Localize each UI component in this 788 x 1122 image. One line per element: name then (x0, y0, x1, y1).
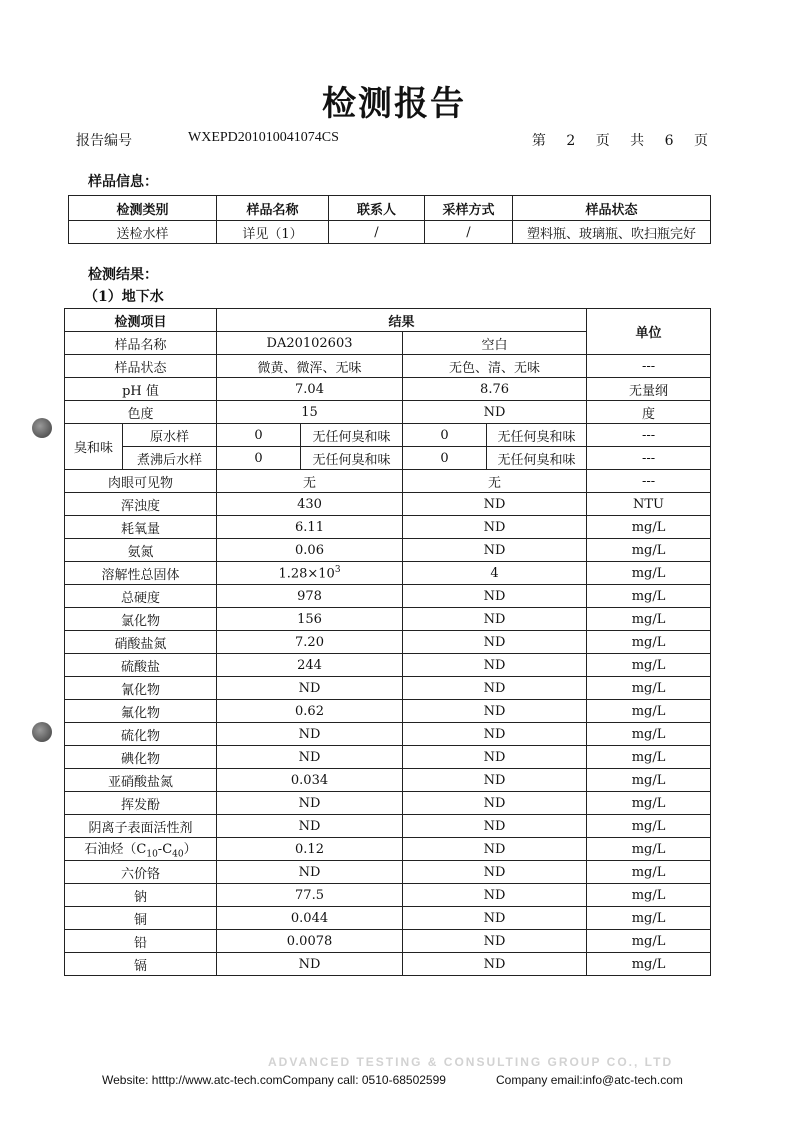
petroleum-value-1 (217, 838, 403, 861)
odor-raw-level-1: 0 (217, 424, 301, 447)
odor-boiled-row (65, 447, 711, 470)
item-name: 亚硝酸盐氮 (65, 769, 217, 792)
unit-value: mg/L (587, 769, 711, 792)
item-name: 硫化物 (65, 723, 217, 746)
ph-unit: 无量纲 (587, 378, 711, 401)
table-row (65, 677, 711, 700)
result-value-2: ND (403, 585, 587, 608)
sample-state-1: 微黄、微浑、无味 (217, 355, 403, 378)
petroleum-label-part: ） (183, 842, 197, 858)
sample-state-unit: --- (587, 355, 711, 378)
sample-state-label: 样品状态 (65, 355, 217, 378)
result-value-1: 77.5 (217, 884, 403, 907)
report-number-label: 报告编号 (76, 133, 132, 149)
table-row (65, 769, 711, 792)
table-row (65, 470, 711, 493)
unit-value: mg/L (587, 585, 711, 608)
item-name: 氟化物 (65, 700, 217, 723)
color-value-1: 15 (217, 401, 403, 424)
item-name: 六价铬 (65, 861, 217, 884)
unit-value: mg/L (587, 654, 711, 677)
result-value-2: ND (403, 700, 587, 723)
sample-info-label: 样品信息： (88, 174, 158, 190)
result-value-1: 244 (217, 654, 403, 677)
punch-hole-top (32, 418, 52, 438)
result-value-2: ND (403, 953, 587, 976)
unit-value: mg/L (587, 539, 711, 562)
unit-value: mg/L (587, 700, 711, 723)
result-value-2: ND (403, 723, 587, 746)
petroleum-unit: mg/L (587, 838, 711, 861)
result-value-1: 6.11 (217, 516, 403, 539)
item-name: 铅 (65, 930, 217, 953)
table-row (65, 723, 711, 746)
petroleum-row (65, 838, 711, 861)
results-header-row (65, 309, 711, 332)
result-value-2: ND (403, 907, 587, 930)
unit-value: NTU (587, 493, 711, 516)
table-row (65, 907, 711, 930)
unit-value: --- (587, 470, 711, 493)
odor-label: 臭和味 (65, 424, 123, 470)
result-value-2: ND (403, 608, 587, 631)
tds-label-part: 溶解性总固体 (101, 567, 180, 583)
result-value-2: 无 (403, 470, 587, 493)
unit-value: mg/L (587, 677, 711, 700)
result-value-2: ND (403, 792, 587, 815)
color-value-2: ND (403, 401, 587, 424)
item-name: 氨氮 (65, 539, 217, 562)
color-row (65, 401, 711, 424)
sample-name-2: 空白 (403, 332, 587, 355)
odor-raw-row (65, 424, 711, 447)
item-name: 氰化物 (65, 677, 217, 700)
result-value-2: ND (403, 631, 587, 654)
color-label: 色度 (65, 401, 217, 424)
ph-value-2: 8.76 (403, 378, 587, 401)
odor-boiled-unit: --- (587, 447, 711, 470)
result-value-2: ND (403, 769, 587, 792)
result-value-1: ND (217, 677, 403, 700)
header-sample-state: 样品状态 (513, 196, 711, 221)
item-name: 铜 (65, 907, 217, 930)
petroleum-value-part: 0.12 (295, 841, 324, 857)
sample-name-label: 样品名称 (65, 332, 217, 355)
sample-info-header-row (69, 196, 711, 221)
result-value-1: ND (217, 815, 403, 838)
odor-raw-label: 原水样 (123, 424, 217, 447)
result-value-1: 430 (217, 493, 403, 516)
result-value-2: ND (403, 815, 587, 838)
result-value-1: 无 (217, 470, 403, 493)
tds-unit: mg/L (587, 562, 711, 585)
item-name: 碘化物 (65, 746, 217, 769)
page-indicator: 第 2 页 共 6 页 (531, 133, 708, 149)
unit-value: mg/L (587, 746, 711, 769)
page-title: 检测报告 (322, 84, 466, 124)
petroleum-label-part: -C (157, 842, 173, 858)
result-value-2: ND (403, 654, 587, 677)
petroleum-label (65, 838, 217, 861)
unit-value: mg/L (587, 907, 711, 930)
odor-raw-unit: --- (587, 424, 711, 447)
table-row (65, 654, 711, 677)
company-banner: ADVANCED TESTING & CONSULTING GROUP CO., LTD (268, 1055, 674, 1069)
cell-test-category: 送检水样 (69, 221, 217, 244)
table-row (65, 884, 711, 907)
table-row (65, 608, 711, 631)
sample-state-2: 无色、清、无味 (403, 355, 587, 378)
result-value-1: ND (217, 953, 403, 976)
item-name: 阴离子表面活性剂 (65, 815, 217, 838)
table-row (65, 953, 711, 976)
odor-raw-desc-2: 无任何臭和味 (487, 424, 587, 447)
color-unit: 度 (587, 401, 711, 424)
ph-value-1: 7.04 (217, 378, 403, 401)
petroleum-label-part: 石油烃（C (84, 842, 147, 858)
petroleum-label-part: 40 (172, 849, 184, 860)
item-name: 肉眼可见物 (65, 470, 217, 493)
odor-boiled-level-1: 0 (217, 447, 301, 470)
result-value-2: ND (403, 746, 587, 769)
petroleum-value-2: ND (403, 838, 587, 861)
header-sample-name: 样品名称 (217, 196, 329, 221)
sample-state-row (65, 355, 711, 378)
odor-boiled-desc-1: 无任何臭和味 (301, 447, 403, 470)
result-value-2: ND (403, 677, 587, 700)
item-name: 挥发酚 (65, 792, 217, 815)
punch-hole-bottom (32, 722, 52, 742)
header-contact: 联系人 (329, 196, 425, 221)
ph-row (65, 378, 711, 401)
odor-boiled-desc-2: 无任何臭和味 (487, 447, 587, 470)
results-table (64, 308, 711, 976)
unit-value: mg/L (587, 723, 711, 746)
unit-value: mg/L (587, 930, 711, 953)
tds-value-2: 4 (403, 562, 587, 585)
odor-raw-desc-1: 无任何臭和味 (301, 424, 403, 447)
table-row (65, 700, 711, 723)
unit-value: mg/L (587, 516, 711, 539)
table-row (65, 631, 711, 654)
result-value-2: ND (403, 539, 587, 562)
tds-value-part: 1.28×10 (278, 566, 335, 582)
result-value-2: ND (403, 861, 587, 884)
unit-value: mg/L (587, 953, 711, 976)
tds-value-1 (217, 562, 403, 585)
sample-info-row (69, 221, 711, 244)
table-row (65, 815, 711, 838)
cell-sample-state: 塑料瓶、玻璃瓶、吹扫瓶完好 (513, 221, 711, 244)
table-row (65, 539, 711, 562)
table-row (65, 930, 711, 953)
report-number-value: WXEPD201010041074CS (188, 130, 339, 145)
result-value-1: 156 (217, 608, 403, 631)
item-name: 镉 (65, 953, 217, 976)
table-row (65, 746, 711, 769)
unit-value: mg/L (587, 608, 711, 631)
sample-name-1: DA20102603 (217, 332, 403, 355)
header-test-category: 检测类别 (69, 196, 217, 221)
footer-email: Company email:info@atc-tech.com (496, 1073, 683, 1087)
header-result: 结果 (217, 309, 587, 332)
odor-raw-level-2: 0 (403, 424, 487, 447)
result-value-1: 0.0078 (217, 930, 403, 953)
item-name: 钠 (65, 884, 217, 907)
sample-info-table (68, 195, 711, 244)
footer (0, 1073, 788, 1091)
tds-row (65, 562, 711, 585)
footer-website-call: Website: htttp://www.atc-tech.comCompany call: 0510-68502599 (102, 1073, 446, 1087)
table-row (65, 516, 711, 539)
item-name: 浑浊度 (65, 493, 217, 516)
header-unit: 单位 (587, 309, 711, 355)
result-value-1: ND (217, 861, 403, 884)
unit-value: mg/L (587, 792, 711, 815)
result-value-1: 0.034 (217, 769, 403, 792)
result-value-1: ND (217, 746, 403, 769)
table-row (65, 493, 711, 516)
result-value-1: 978 (217, 585, 403, 608)
result-value-2: ND (403, 930, 587, 953)
result-value-2: ND (403, 493, 587, 516)
item-name: 总硬度 (65, 585, 217, 608)
tds-value-part: 3 (334, 564, 341, 575)
item-name: 硝酸盐氮 (65, 631, 217, 654)
unit-value: mg/L (587, 861, 711, 884)
result-value-1: ND (217, 723, 403, 746)
unit-value: mg/L (587, 631, 711, 654)
result-value-1: 0.044 (217, 907, 403, 930)
unit-value: mg/L (587, 884, 711, 907)
cell-sampling-method: / (425, 221, 513, 244)
result-value-1: 0.06 (217, 539, 403, 562)
ph-label: pH 值 (65, 378, 217, 401)
result-value-1: 0.62 (217, 700, 403, 723)
petroleum-label-part: 10 (146, 849, 158, 860)
header-test-item: 检测项目 (65, 309, 217, 332)
result-value-1: 7.20 (217, 631, 403, 654)
odor-boiled-label: 煮沸后水样 (123, 447, 217, 470)
item-name: 硫酸盐 (65, 654, 217, 677)
header-sampling-method: 采样方式 (425, 196, 513, 221)
table-row (65, 792, 711, 815)
table-row (65, 585, 711, 608)
tds-label (65, 562, 217, 585)
result-value-2: ND (403, 516, 587, 539)
cell-contact: / (329, 221, 425, 244)
cell-sample-name: 详见（1） (217, 221, 329, 244)
result-value-1: ND (217, 792, 403, 815)
item-name: 氯化物 (65, 608, 217, 631)
results-label: 检测结果： (88, 267, 158, 283)
item-name: 耗氧量 (65, 516, 217, 539)
result-value-2: ND (403, 884, 587, 907)
report-number-row (76, 130, 708, 152)
odor-boiled-level-2: 0 (403, 447, 487, 470)
groundwater-label: （1）地下水 (84, 289, 164, 305)
table-row (65, 861, 711, 884)
unit-value: mg/L (587, 815, 711, 838)
